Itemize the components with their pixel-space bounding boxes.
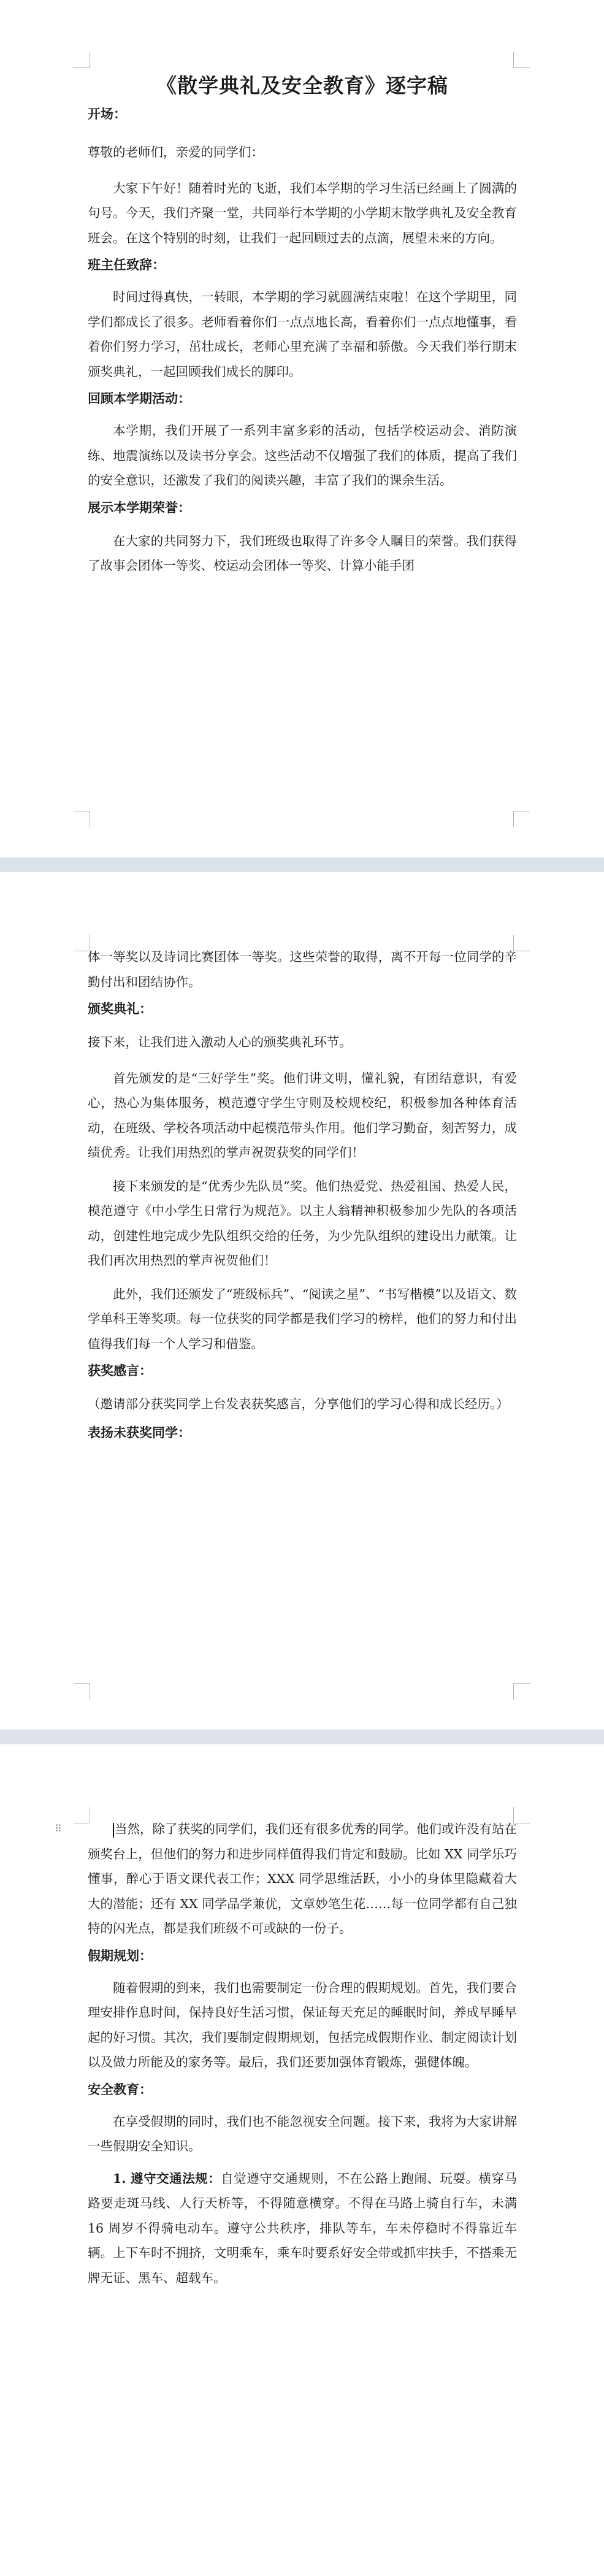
document-title: 《散学典礼及安全教育》逐字稿 (156, 74, 448, 98)
page-1-content (88, 72, 517, 578)
paragraph-review: 本学期，我们开展了一系列丰富多彩的活动，包括学校运动会、消防演练、地震演练以及读书分享会。这些活动不仅增强了我们的体质，提高了我们的安全意识，还激发了我们的阅读兴趣，丰富了我们的课余生活。 (88, 423, 517, 488)
heading-honor: 展示本学期荣誉： (88, 499, 191, 515)
margin-corner-mark (74, 811, 90, 827)
traffic-rules-text: 自觉遵守交通规则，不在公路上跑闹、玩耍。横穿马路要走斑马线、人行天桥等，不得随意横穿。不得在马路上骑自行车，未满 16 周岁不得骑电动车。遵守公共秩序，排队等车，车未停稳时不得靠近车辆。上下车时不拥挤，文明乘车，乘车时要系好安全带或抓牢扶手，不搭乘无牌无证、黑车、超载车。 (88, 2171, 518, 2285)
document-page-2 (0, 872, 604, 1730)
heading-review: 回顾本学期活动： (88, 391, 191, 406)
paragraph-award-merit-students: 首先颁发的是“三好学生”奖。他们讲文明，懂礼貌，有团结意识，有爱心，热心为集体服务，模范遵守学生守则及校规校纪，积极参加各种体育活动，在班级、学校各项活动中起模范带头作用。他们学习勤奋，刻苦努力，成绩优秀。让我们用热烈的掌声祝贺获奖的同学们！ (88, 1070, 517, 1160)
text-cursor (113, 1823, 114, 1838)
page-gap (0, 1730, 604, 1744)
paragraph-teacher-speech: 时间过得真快，一转眼，本学期的学习就圆满结束啦！在这个学期里，同学们都成长了很多。老师看着你们一点点地长高，看着你们一点点地懂事，看着你们努力学习，茁壮成长，老师心里充满了幸福和骄傲。今天我们举行期末颁奖典礼，一起回顾我们成长的脚印。 (88, 289, 517, 379)
paragraph-award-young-pioneers: 接下来颁发的是“优秀少先队员”奖。他们热爱党、热爱祖国、热爱人民，模范遵守《中小学生日常行为规范》。以主人翁精神积极参加少先队的各项活动，创建性地完成少先队组织交给的任务，为少先队组织的建设出力献策。让我们再次用热烈的掌声祝贺他们！ (88, 1178, 517, 1268)
page-2-content (88, 945, 517, 1445)
paragraph-winner-speech: （邀请部分获奖同学上台发表获奖感言，分享他们的学习心得和成长经历。） (88, 1397, 509, 1411)
heading-safety: 安全教育： (88, 2081, 152, 2097)
document-page-1 (0, 0, 604, 857)
traffic-rules-label: 1. 遵守交通法规： (113, 2171, 221, 2186)
margin-corner-mark (74, 52, 90, 68)
paragraph-honor-start: 在大家的共同努力下，我们班级也取得了许多令人瞩目的荣誉。我们获得了故事会团体一等奖、校运动会团体一等奖、计算小能手团 (88, 533, 517, 573)
heading-teacher-speech: 班主任致辞： (88, 257, 165, 272)
paragraph-award-intro: 接下来，让我们进入激动人心的颁奖典礼环节。 (88, 1035, 352, 1049)
paragraph-award-other: 此外，我们还颁发了“班级标兵”、“阅读之星”、“书写楷模”以及语文、数学单科王等奖项。每一位获奖的同学都是我们学习的榜样，他们的努力和付出值得我们每一个人学习和借鉴。 (88, 1286, 517, 1351)
paragraph-traffic-rules (88, 2166, 517, 2291)
greeting: 尊敬的老师们，亲爱的同学们： (88, 145, 264, 159)
page-3-content (88, 1817, 517, 2290)
margin-corner-mark (74, 1683, 90, 1700)
page-gap (0, 857, 604, 872)
heading-opening: 开场： (88, 106, 126, 121)
heading-praise-others: 表扬未获奖同学： (88, 1424, 191, 1440)
paragraph-drag-handle-icon[interactable]: ⠿ (55, 1823, 62, 1834)
margin-corner-mark (513, 52, 530, 68)
paragraph-praise-others[interactable]: 当然，除了获奖的同学们，我们还有很多优秀的同学。他们或许没有站在颁奖台上，但他们的努力和进步同样值得我们肯定和鼓励。比如 XX 同学乐巧懂事，醉心于语文课代表工作；XXX 同学思维活跃，小小的身体里隐藏着大大的潜能；还有 XX 同学品学兼优，文章妙笔生花……每一位同学都有自己独特的闪光点，都是我们班级不可或缺的一份子。 (88, 1822, 517, 1936)
paragraph-honor-end: 体一等奖以及诗词比赛团体一等奖。这些荣誉的取得，离不开每一位同学的辛勤付出和团结协作。 (88, 949, 517, 989)
document-page-3 (0, 1744, 604, 2576)
paragraph-vacation-plan: 随着假期的到来，我们也需要制定一份合理的假期规划。首先，我们要合理安排作息时间，保持良好生活习惯，保证每天充足的睡眠时间，养成早睡早起的好习惯。其次，我们要制定假期规划，包括完成假期作业、制定阅读计划以及做力所能及的家务等。最后，我们还要加强体育锻炼，强健体魄。 (88, 1980, 517, 2069)
heading-vacation-plan: 假期规划： (88, 1947, 152, 1963)
paragraph-safety-intro: 在享受假期的同时，我们也不能忽视安全问题。接下来，我将为大家讲解一些假期安全知识。 (88, 2114, 517, 2153)
margin-corner-mark (513, 811, 530, 827)
heading-winner-speech: 获奖感言： (88, 1363, 152, 1378)
heading-award-ceremony: 颁奖典礼： (88, 1001, 152, 1016)
paragraph-opening: 大家下午好！随着时光的飞逝，我们本学期的学习生活已经画上了圆满的句号。今天，我们齐聚一堂，共同举行本学期的小学期末散学典礼及安全教育班会。在这个特别的时刻，让我们一起回顾过去的点滴，展望未来的方向。 (88, 180, 517, 245)
margin-corner-mark (513, 1683, 530, 1700)
